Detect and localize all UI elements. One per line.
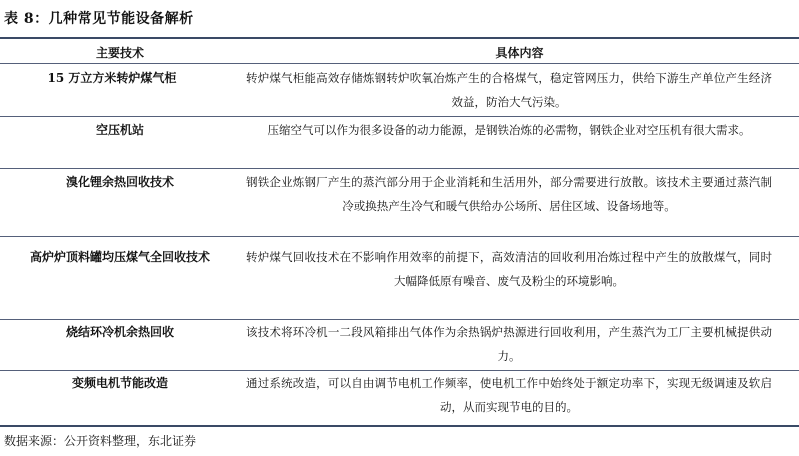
row-description: 转炉煤气柜能高效存储炼钢转炉吹氧冶炼产生的合格煤气，稳定管网压力，供给下游生产单位产生经济效益，防治大气污染。 xyxy=(246,71,772,109)
row-technology-name: 空压机站 xyxy=(95,123,144,137)
column-header-technology: 主要技术 xyxy=(95,46,144,60)
column-header-content: 具体内容 xyxy=(495,46,544,60)
table-row xyxy=(0,371,799,425)
row-description: 转炉煤气回收技术在不影响作用效率的前提下，高效清洁的回收利用冶炼过程中产生的放散煤气，同时大幅降低原有噪音、废气及粉尘的环境影响。 xyxy=(246,250,772,288)
row-description: 该技术将环冷机一二段风箱排出气体作为余热锅炉热源进行回收利用，产生蒸汽为工厂主要机械提供动力。 xyxy=(246,325,772,363)
table-row xyxy=(0,64,799,116)
row-technology-name: 15 万立方米转炉煤气柜 xyxy=(47,71,177,85)
row-description: 钢铁企业炼钢厂产生的蒸汽部分用于企业消耗和生活用外，部分需要进行放散。该技术主要通过蒸汽制冷或换热产生冷气和暖气供给办公场所、居住区域、设备场地等。 xyxy=(246,175,772,213)
row-description: 通过系统改造，可以自由调节电机工作频率，使电机工作中始终处于额定功率下，实现无级调速及软启动，从而实现节电的目的。 xyxy=(246,376,772,414)
row-technology-name: 变频电机节能改造 xyxy=(71,376,168,390)
data-source-note: 数据来源：公开资料整理，东北证券 xyxy=(4,434,197,448)
row-technology-name: 高炉炉顶料罐均压煤气全回收技术 xyxy=(29,250,210,264)
table-row xyxy=(0,320,799,370)
table-caption: 表 8：几种常见节能设备解析 xyxy=(4,11,194,27)
table-row xyxy=(0,237,799,319)
table-bottom-rule xyxy=(0,425,799,427)
row-technology-name: 烧结环冷机余热回收 xyxy=(65,325,174,339)
table-row xyxy=(0,117,799,169)
row-description: 压缩空气可以作为很多设备的动力能源，是钢铁冶炼的必需物，钢铁企业对空压机有很大需求。 xyxy=(267,123,751,137)
table-top-rule xyxy=(0,37,799,39)
row-technology-name: 溴化锂余热回收技术 xyxy=(65,175,174,189)
table-row xyxy=(0,169,799,235)
